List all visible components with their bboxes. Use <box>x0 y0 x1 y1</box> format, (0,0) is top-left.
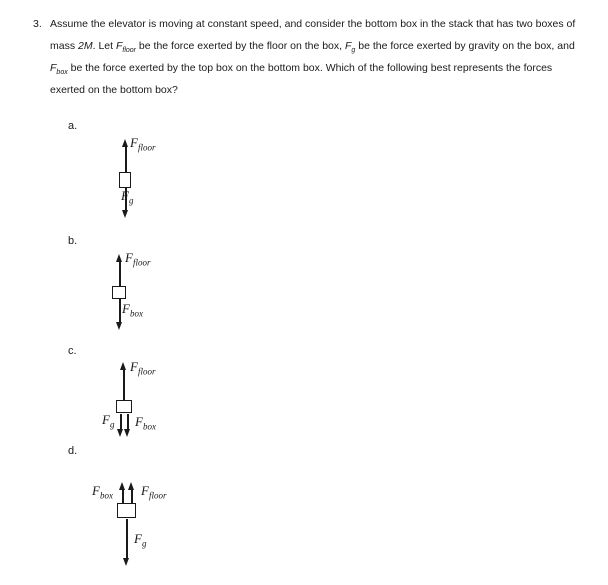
down-arrowhead-icon <box>117 429 123 437</box>
force-label-floor: $F_{floor}$ <box>141 483 167 501</box>
force-label-gravity: $F_g$ <box>121 188 134 206</box>
down-arrowhead-icon <box>124 429 130 437</box>
down-arrowhead-icon <box>123 558 129 566</box>
force-label-box: $F_{box}$ <box>135 414 156 432</box>
fbd-box <box>116 400 132 413</box>
force-arrow-line <box>131 488 133 504</box>
question-number: 3. <box>33 18 42 30</box>
force-arrow-line <box>120 414 122 430</box>
force-arrow-line <box>127 414 129 430</box>
question-line-1: Assume the elevator is moving at constant speed, and consider the bottom box in the stack that has two boxes of <box>50 18 576 30</box>
question-line-4: exerted on the bottom box? <box>50 84 178 96</box>
fbd-box <box>112 286 126 299</box>
force-label-box: $F_{box}$ <box>122 301 143 319</box>
force-label-gravity: $F_g$ <box>134 531 147 549</box>
force-arrow-line <box>123 368 125 401</box>
force-label-floor: $F_{floor}$ <box>130 135 156 153</box>
force-arrow-line <box>126 519 128 559</box>
option-b-letter: b. <box>68 235 78 247</box>
question-line-3: $F_{box}$ be the force exerted by the top box on the bottom box. Which of the following best represents the forces <box>50 62 553 77</box>
force-label-floor: $F_{floor}$ <box>130 359 156 377</box>
down-arrowhead-icon <box>116 322 122 330</box>
force-label-floor: $F_{floor}$ <box>125 250 151 268</box>
option-c-letter: c. <box>68 345 77 357</box>
force-arrow-line <box>122 488 124 504</box>
fbd-box <box>119 172 131 188</box>
question-text <box>50 13 575 101</box>
option-d-letter: d. <box>68 445 78 457</box>
force-label-gravity: $F_g$ <box>102 412 115 430</box>
option-a-letter: a. <box>68 120 78 132</box>
fbd-box <box>117 503 136 518</box>
down-arrowhead-icon <box>122 210 128 218</box>
force-label-box: $F_{box}$ <box>92 483 113 501</box>
question-line-2: mass 2M. Let $F_{floor}$ be the force exerted by the floor on the box, $F_g$ be the force exerted by gravity on the box, and <box>50 40 575 55</box>
